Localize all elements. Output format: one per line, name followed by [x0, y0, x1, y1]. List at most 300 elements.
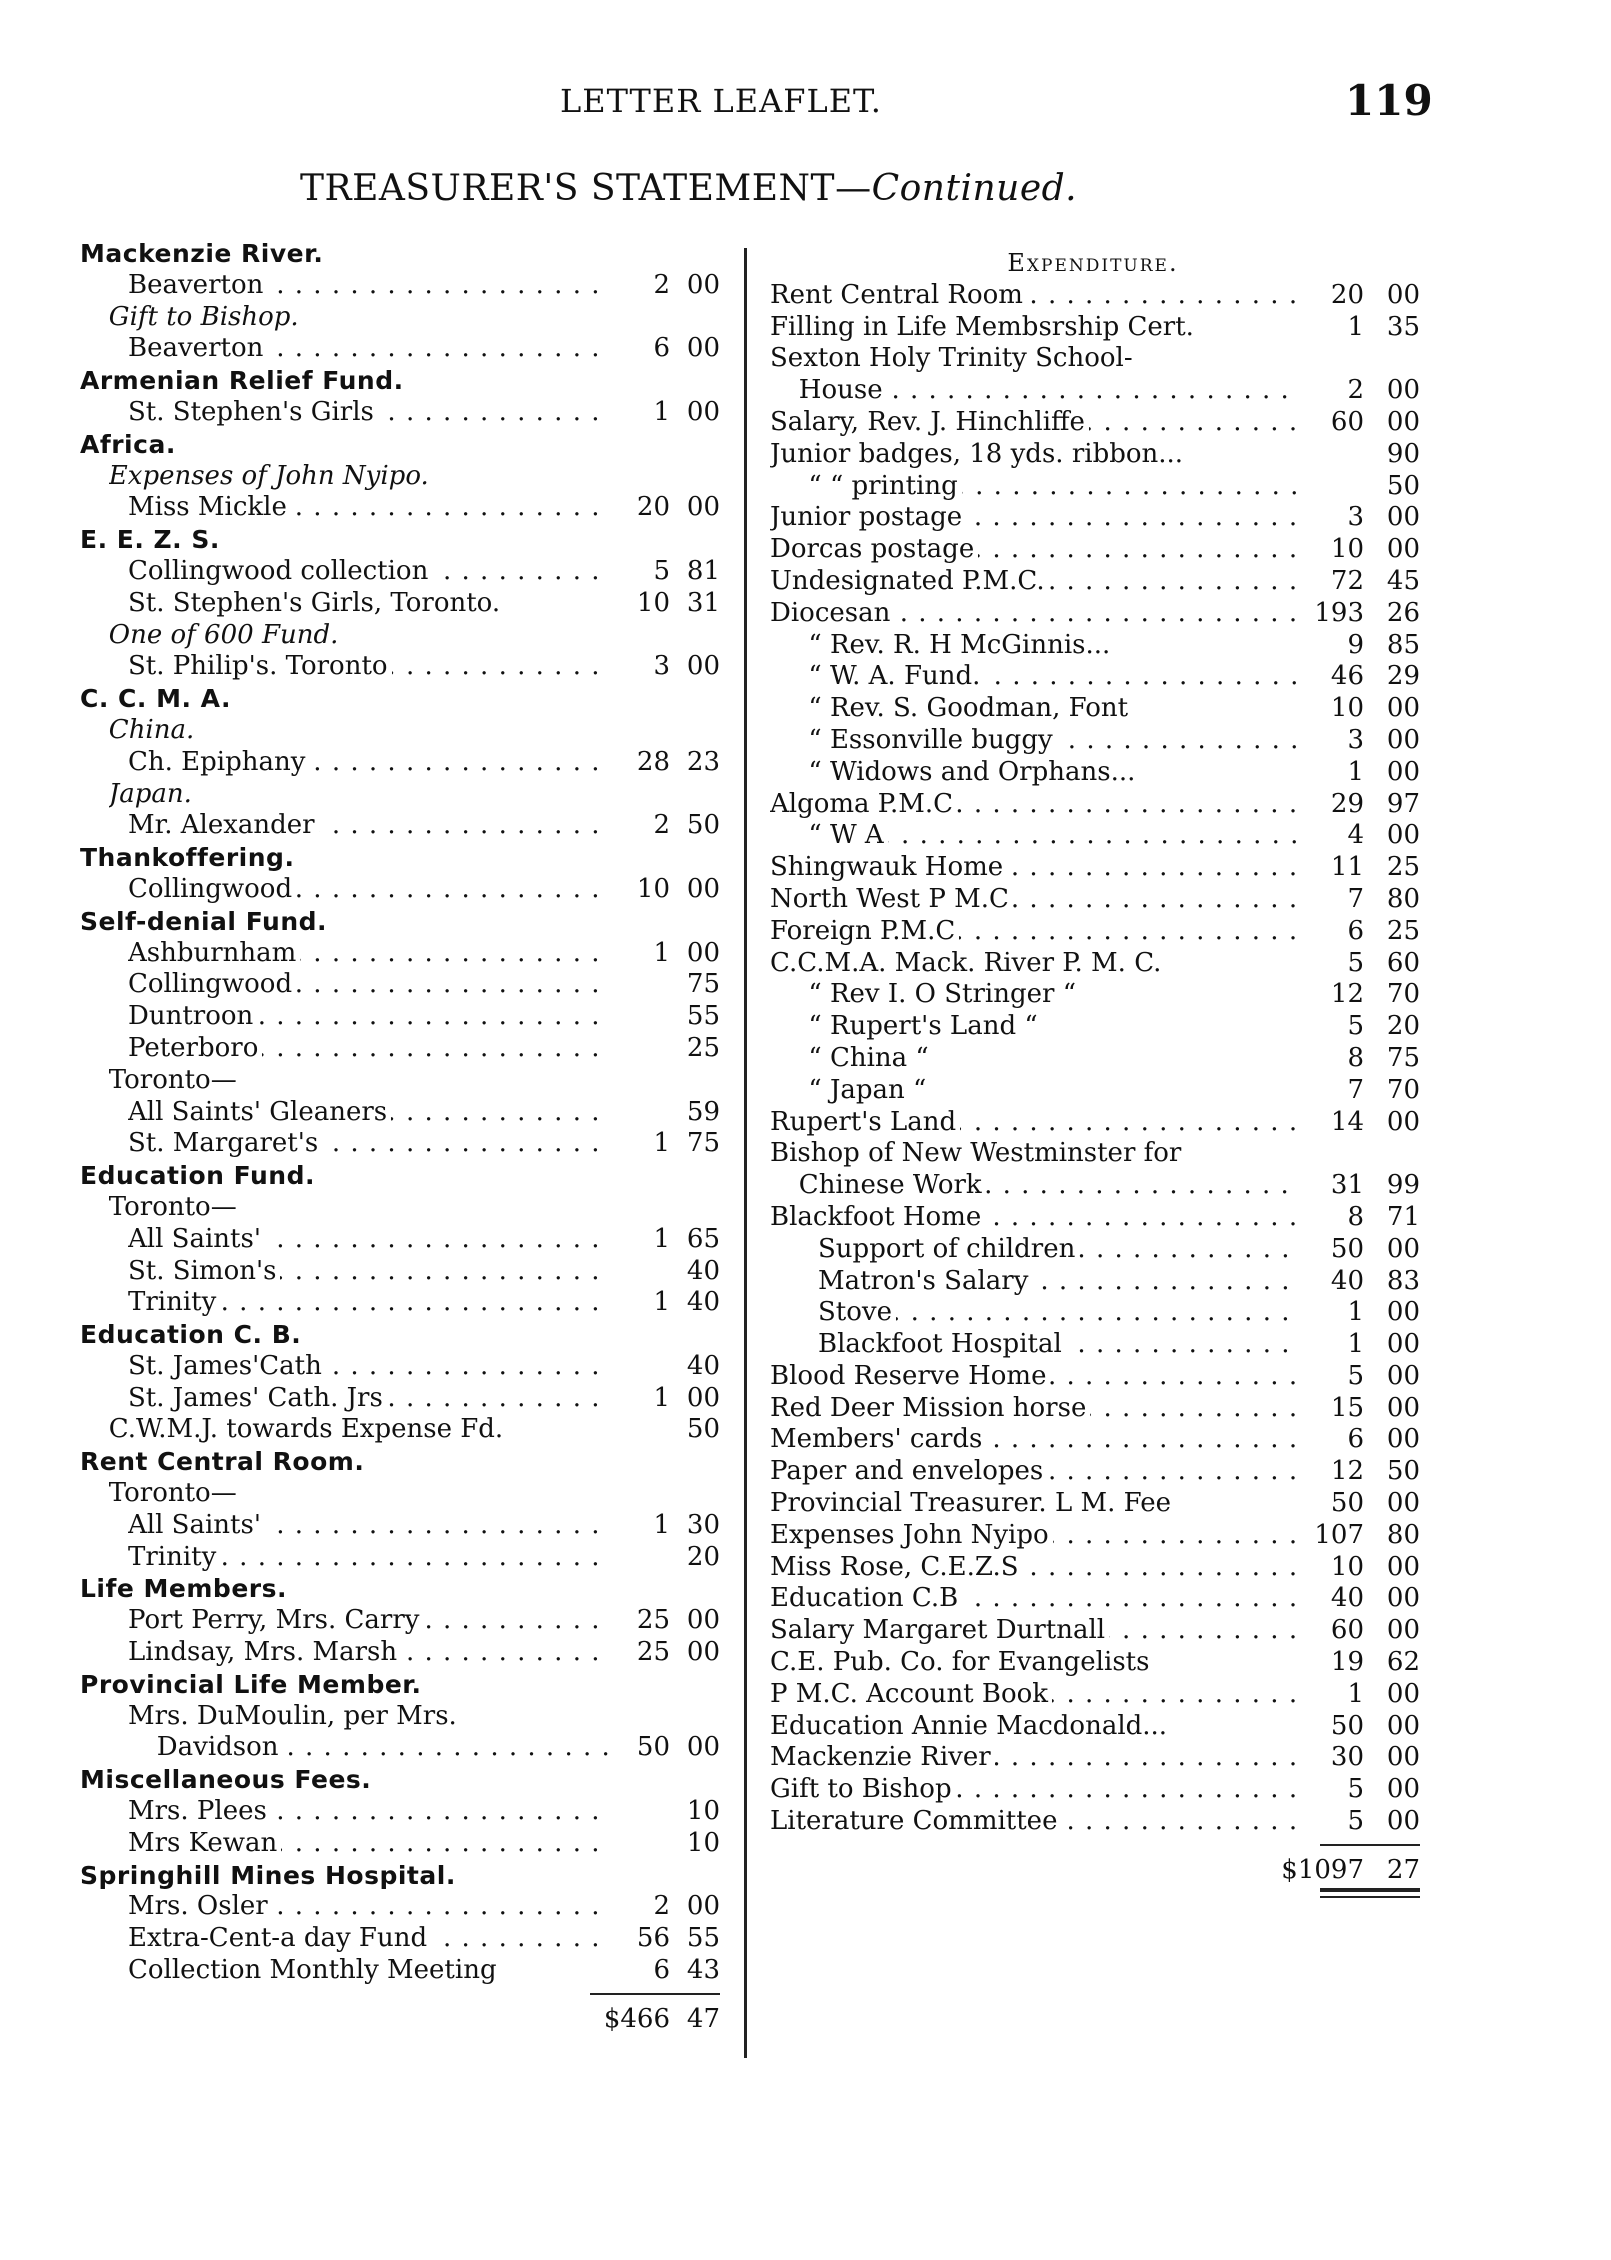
row-label: [109, 1065, 610, 1097]
row-label-text: Davidson: [157, 1732, 283, 1762]
row-label-text: Miss Mickle: [128, 492, 291, 522]
row-label-text: Rupert's Land: [770, 1107, 960, 1137]
amount-dollars: 7: [1347, 1074, 1364, 1105]
ledger-row: [770, 1711, 1420, 1743]
row-label-text: Blackfoot Home: [770, 1202, 985, 1232]
amount-cents: 40: [686, 1287, 720, 1318]
row-label: [770, 312, 1300, 344]
amount-cents: 00: [1386, 406, 1420, 437]
double-rule: [1320, 1896, 1420, 1898]
row-label: [128, 1383, 610, 1415]
amount-dollars: 40: [1330, 1265, 1364, 1296]
ledger-row: [770, 1202, 1420, 1234]
row-label-text: Rent Central Room.: [80, 1447, 368, 1476]
ledger-row: [80, 1097, 720, 1129]
amount-cents: 00: [1386, 534, 1420, 565]
statement-title-continued: Continued.: [871, 168, 1078, 209]
total-block: [80, 1987, 720, 2043]
amount-cents: 80: [1386, 1519, 1420, 1550]
ledger-row: [770, 661, 1420, 693]
ledger-row: [770, 1107, 1420, 1139]
row-label-text: Blackfoot Hospital: [818, 1329, 1066, 1359]
amount-dollars: 3: [653, 651, 670, 682]
row-label-text: Gift to Bishop.: [109, 302, 303, 332]
row-label-text: “ Widows and Orphans...: [808, 757, 1139, 787]
amount-cents: 00: [686, 1382, 720, 1413]
amount-dollars: 1: [1347, 1329, 1364, 1360]
row-label: [128, 1796, 610, 1828]
amount-dollars: 72: [1330, 565, 1364, 596]
ledger-row: [80, 270, 720, 302]
ledger-row: [80, 874, 720, 906]
row-label: [109, 1192, 610, 1224]
ledger-row: [770, 1679, 1420, 1711]
row-label: [128, 874, 610, 906]
row-label-text: Provincial Treasurer. L M. Fee: [770, 1488, 1175, 1518]
ledger-row: [80, 1383, 720, 1415]
row-label: [128, 1828, 610, 1860]
row-label-text: Collingwood: [128, 969, 296, 999]
amount-dollars: 25: [636, 1637, 670, 1668]
row-label-text: Education C. B.: [80, 1320, 305, 1349]
amount-cents: 00: [1386, 375, 1420, 406]
total-cents: 47: [686, 2003, 720, 2034]
statement-title-text: TREASURER'S STATEMENT—: [300, 168, 872, 209]
section-heading: [80, 842, 720, 874]
ledger-row: [80, 397, 720, 429]
row-label-text: Education Fund.: [80, 1161, 319, 1190]
row-label-text: Algoma P.M.C: [770, 789, 957, 819]
row-label: [818, 1329, 1300, 1361]
amount-cents: 85: [1386, 629, 1420, 660]
amount-cents: 75: [686, 969, 720, 1000]
row-label: [128, 810, 610, 842]
amount-dollars: 6: [1347, 915, 1364, 946]
amount-dollars: 5: [1347, 1011, 1364, 1042]
ledger-row: [80, 1414, 720, 1446]
section-heading: [80, 1860, 720, 1892]
row-label: [770, 407, 1300, 439]
ledger-row: [770, 789, 1420, 821]
row-label: [109, 779, 720, 811]
amount-cents: 00: [1386, 693, 1420, 724]
amount-dollars: 10: [1330, 534, 1364, 565]
row-label-text: C.W.M.J. towards Expense Fd.: [109, 1414, 507, 1444]
subheading: [80, 715, 720, 747]
amount-dollars: 107: [1314, 1519, 1364, 1550]
row-label-text: China.: [109, 715, 198, 745]
row-label: [128, 938, 610, 970]
amount-cents: 00: [1386, 1297, 1420, 1328]
row-label-text: “ Rupert's Land “: [808, 1011, 1041, 1041]
ledger-row: [80, 1478, 720, 1510]
subheading: [80, 779, 720, 811]
row-label-text: Japan.: [109, 779, 196, 809]
ledger-row: [80, 1128, 720, 1160]
row-label: [80, 1669, 720, 1701]
row-label: [109, 461, 720, 493]
amount-dollars: 6: [1347, 1424, 1364, 1455]
subheading: [770, 248, 1420, 280]
sum-rule: [1320, 1844, 1420, 1846]
row-label-text: Undesignated P.M.C.: [770, 566, 1049, 596]
row-label: [80, 429, 720, 461]
row-label: [128, 1128, 610, 1160]
row-label-text: Mackenzie River: [770, 1742, 995, 1772]
row-label: [128, 1923, 610, 1955]
amount-dollars: 10: [1330, 1551, 1364, 1582]
row-label-text: Matron's Salary: [818, 1266, 1032, 1296]
ledger-row: [80, 1192, 720, 1224]
row-label: [770, 1615, 1300, 1647]
amount-cents: 25: [686, 1032, 720, 1063]
amount-dollars: 1: [1347, 311, 1364, 342]
ledger-row: [80, 1923, 720, 1955]
amount-cents: 00: [1386, 1583, 1420, 1614]
row-label-text: St. Margaret's: [128, 1128, 322, 1158]
ledger-row: [770, 948, 1420, 980]
section-heading: [80, 1573, 720, 1605]
row-label: [128, 1224, 610, 1256]
row-label: [80, 1319, 720, 1351]
amount-cents: 59: [686, 1096, 720, 1127]
row-label-text: Mackenzie River.: [80, 239, 327, 268]
row-label: [770, 598, 1300, 630]
amount-cents: 25: [1386, 915, 1420, 946]
ledger-row: [770, 1011, 1420, 1043]
ledger-row: [770, 1583, 1420, 1615]
row-label-text: Red Deer Mission horse: [770, 1393, 1090, 1423]
amount-cents: 00: [1386, 1329, 1420, 1360]
amount-dollars: 5: [1347, 1774, 1364, 1805]
ledger-row: [770, 979, 1420, 1011]
row-label: [128, 588, 610, 620]
row-label: [770, 1393, 1300, 1425]
ledger-row: [770, 820, 1420, 852]
ledger-row: [80, 969, 720, 1001]
row-label: [770, 1647, 1300, 1679]
row-label-text: Peterboro: [128, 1033, 262, 1063]
row-label-text: Armenian Relief Fund.: [80, 366, 408, 395]
row-label: [818, 1297, 1300, 1329]
row-label-text: Collingwood collection: [128, 556, 432, 586]
amount-cents: 35: [1386, 311, 1420, 342]
row-label-text: Expenditure.: [1007, 249, 1182, 277]
row-label: [109, 1478, 610, 1510]
ledger-row: [770, 757, 1420, 789]
amount-cents: 99: [1386, 1170, 1420, 1201]
sum-rule: [590, 1993, 720, 1995]
row-label-text: House: [799, 375, 887, 405]
row-label-text: Salary Margaret Durtnall: [770, 1615, 1109, 1645]
row-label-text: “ Japan “: [808, 1075, 930, 1105]
row-label-text: Literature Committee: [770, 1806, 1061, 1836]
row-label: [80, 365, 720, 397]
ledger-row: [770, 407, 1420, 439]
row-label-text: Chinese Work: [799, 1170, 986, 1200]
row-label: [80, 1160, 720, 1192]
amount-dollars: 10: [1330, 693, 1364, 724]
ledger-row: [80, 1891, 720, 1923]
column-divider: [744, 248, 747, 2058]
amount-dollars: 46: [1330, 661, 1364, 692]
ledger-row: [770, 1329, 1420, 1361]
ledger-row: [80, 1542, 720, 1574]
amount-dollars: 28: [636, 746, 670, 777]
amount-cents: 00: [1386, 1774, 1420, 1805]
row-label: [80, 1764, 720, 1796]
row-label-text: St. Philip's. Toronto: [128, 651, 392, 681]
amount-cents: 55: [686, 1001, 720, 1032]
row-label-text: Paper and envelopes: [770, 1456, 1047, 1486]
expenditure-column: [770, 248, 1420, 1894]
amount-cents: 80: [1386, 883, 1420, 914]
ledger-row: [770, 1424, 1420, 1456]
amount-dollars: 1: [653, 1382, 670, 1413]
amount-cents: 20: [1386, 1011, 1420, 1042]
subheading: [80, 461, 720, 493]
amount-cents: 00: [1386, 724, 1420, 755]
row-label: [770, 1711, 1300, 1743]
row-label: [128, 1542, 610, 1574]
row-label: [128, 1637, 610, 1669]
amount-cents: 00: [1386, 820, 1420, 851]
amount-cents: 10: [686, 1796, 720, 1827]
row-label: [80, 1446, 720, 1478]
row-label: [808, 693, 1300, 725]
amount-cents: 00: [686, 1732, 720, 1763]
amount-cents: 00: [1386, 1615, 1420, 1646]
row-label: [128, 1891, 610, 1923]
row-label-text: Mrs Kewan: [128, 1828, 281, 1858]
amount-cents: 00: [1386, 756, 1420, 787]
section-heading: [80, 1160, 720, 1192]
section-heading: [80, 906, 720, 938]
ledger-row: [770, 502, 1420, 534]
amount-cents: 00: [1386, 1233, 1420, 1264]
section-heading: [80, 524, 720, 556]
row-label: [770, 1520, 1300, 1552]
row-label: [80, 1860, 720, 1892]
row-label-text: Collingwood: [128, 874, 296, 904]
row-label: [128, 1097, 610, 1129]
row-label-text: Mrs. Osler: [128, 1891, 272, 1921]
ledger-row: [80, 1701, 720, 1733]
amount-dollars: 1: [653, 937, 670, 968]
row-label-text: Africa.: [80, 430, 180, 459]
amount-cents: 00: [1386, 279, 1420, 310]
row-label-text: Sexton Holy Trinity School-: [770, 343, 1137, 373]
row-label-text: “ W. A. Fund.: [808, 661, 984, 691]
ledger-row: [770, 343, 1420, 375]
row-label: [770, 852, 1300, 884]
row-label-text: Miscellaneous Fees.: [80, 1765, 375, 1794]
ledger-row: [770, 312, 1420, 344]
row-label-text: Junior badges, 18 yds. ribbon...: [770, 439, 1187, 469]
row-label: [80, 842, 720, 874]
row-label-text: “ China “: [808, 1043, 932, 1073]
row-label: [770, 916, 1300, 948]
row-label: [80, 524, 720, 556]
section-heading: [80, 429, 720, 461]
page-number: 119: [1345, 76, 1433, 125]
amount-cents: 00: [1386, 1551, 1420, 1582]
amount-dollars: 1: [653, 1509, 670, 1540]
row-label: [770, 1361, 1300, 1393]
amount-dollars: 3: [1347, 724, 1364, 755]
amount-cents: 00: [1386, 1710, 1420, 1741]
amount-dollars: 6: [653, 1955, 670, 1986]
amount-cents: 50: [1386, 1456, 1420, 1487]
row-label: [770, 948, 1300, 980]
row-label: [808, 1011, 1300, 1043]
row-label: [770, 1742, 1300, 1774]
amount-cents: 50: [686, 810, 720, 841]
row-label-text: Diocesan: [770, 598, 894, 628]
amount-cents: 00: [686, 396, 720, 427]
section-heading: [80, 1669, 720, 1701]
amount-cents: 60: [1386, 947, 1420, 978]
row-label: [128, 651, 610, 683]
row-label: [770, 534, 1300, 566]
amount-cents: 43: [686, 1955, 720, 1986]
amount-dollars: 29: [1330, 788, 1364, 819]
row-label: [109, 302, 720, 334]
row-label: [770, 248, 1420, 280]
amount-dollars: 25: [636, 1605, 670, 1636]
ledger-row: [770, 725, 1420, 757]
row-label: [128, 397, 610, 429]
row-label-text: “ W A: [808, 820, 887, 850]
row-label-text: C. C. M. A.: [80, 684, 235, 713]
amount-cents: 62: [1386, 1647, 1420, 1678]
amount-cents: 00: [686, 269, 720, 300]
row-label: [80, 1573, 720, 1605]
ledger-row: [770, 1552, 1420, 1584]
row-label-text: Toronto—: [109, 1478, 241, 1508]
ledger-row: [80, 810, 720, 842]
ledger-row: [770, 1520, 1420, 1552]
amount-cents: 00: [686, 333, 720, 364]
amount-dollars: 1: [653, 1287, 670, 1318]
row-label-text: Trinity: [128, 1287, 220, 1317]
amount-dollars: 1: [653, 396, 670, 427]
amount-cents: 00: [1386, 502, 1420, 533]
row-label: [799, 375, 1300, 407]
row-label-text: One of 600 Fund.: [109, 620, 343, 650]
amount-dollars: 5: [1347, 1806, 1364, 1837]
row-label: [80, 238, 720, 270]
row-label: [808, 725, 1300, 757]
row-label-text: Rent Central Room: [770, 280, 1027, 310]
row-label-text: All Saints' Gleaners: [128, 1097, 391, 1127]
ledger-row: [770, 1361, 1420, 1393]
row-label: [818, 1234, 1300, 1266]
total-dollars: $1097: [1281, 1854, 1364, 1885]
ledger-row: [80, 1828, 720, 1860]
ledger-row: [770, 534, 1420, 566]
row-label: [770, 566, 1300, 598]
row-label-text: Mrs. DuMoulin, per Mrs.: [128, 1701, 461, 1731]
row-label: [770, 1138, 1300, 1170]
receipts-column: [80, 238, 720, 2043]
section-heading: [80, 1764, 720, 1796]
ledger-row: [80, 556, 720, 588]
row-label-text: Ch. Epiphany: [128, 747, 309, 777]
amount-cents: 00: [1386, 1360, 1420, 1391]
amount-dollars: 5: [1347, 1360, 1364, 1391]
row-label-text: Gift to Bishop: [770, 1774, 956, 1804]
row-label-text: Mrs. Plees: [128, 1796, 271, 1826]
ledger-row: [80, 1287, 720, 1319]
row-label-text: Support of children: [818, 1234, 1079, 1264]
ledger-row: [770, 852, 1420, 884]
row-label-text: North West P M.C: [770, 884, 1013, 914]
amount-dollars: 8: [1347, 1201, 1364, 1232]
ledger-row: [770, 439, 1420, 471]
row-label-text: Ashburnham: [128, 938, 300, 968]
ledger-row: [80, 1605, 720, 1637]
row-label: [808, 630, 1300, 662]
amount-dollars: 56: [636, 1923, 670, 1954]
ledger-row: [770, 1075, 1420, 1107]
amount-dollars: 5: [1347, 947, 1364, 978]
amount-cents: 40: [686, 1255, 720, 1286]
ledger-row: [770, 884, 1420, 916]
row-label: [808, 1075, 1300, 1107]
row-label-text: Dorcas postage: [770, 534, 978, 564]
ledger-row: [770, 1138, 1420, 1170]
row-label-text: Duntroon: [128, 1001, 257, 1031]
row-label: [128, 1033, 610, 1065]
section-heading: [80, 365, 720, 397]
row-label-text: Filling in Life Membsrship Cert.: [770, 312, 1198, 342]
amount-cents: 00: [1386, 1678, 1420, 1709]
amount-dollars: 14: [1330, 1106, 1364, 1137]
amount-dollars: 60: [1330, 406, 1364, 437]
row-label-text: Port Perry, Mrs. Carry: [128, 1605, 423, 1635]
amount-cents: 70: [1386, 1074, 1420, 1105]
amount-dollars: 8: [1347, 1042, 1364, 1073]
ledger-row: [770, 280, 1420, 312]
amount-cents: 40: [686, 1350, 720, 1381]
row-label-text: Springhill Mines Hospital.: [80, 1861, 460, 1890]
row-label-text: Extra-Cent-a day Fund: [128, 1923, 431, 1953]
row-label-text: Trinity: [128, 1542, 220, 1572]
row-label: [157, 1732, 610, 1764]
row-label: [109, 1414, 610, 1446]
row-label: [770, 1552, 1300, 1584]
subheading: [80, 620, 720, 652]
amount-cents: 23: [686, 746, 720, 777]
row-label: [128, 969, 610, 1001]
ledger-row: [770, 1647, 1420, 1679]
ledger-row: [770, 916, 1420, 948]
ledger-row: [80, 747, 720, 779]
row-label: [818, 1266, 1300, 1298]
amount-cents: 20: [686, 1541, 720, 1572]
row-label: [808, 1043, 1300, 1075]
ledger-row: [770, 1170, 1420, 1202]
row-label: [128, 1001, 610, 1033]
amount-cents: 00: [1386, 1806, 1420, 1837]
row-label-text: “ Essonville buggy: [808, 725, 1056, 755]
row-label: [770, 1774, 1300, 1806]
row-label-text: All Saints': [128, 1510, 265, 1540]
amount-dollars: 12: [1330, 1456, 1364, 1487]
ledger-row: [770, 1615, 1420, 1647]
row-label-text: Thankoffering.: [80, 843, 298, 872]
